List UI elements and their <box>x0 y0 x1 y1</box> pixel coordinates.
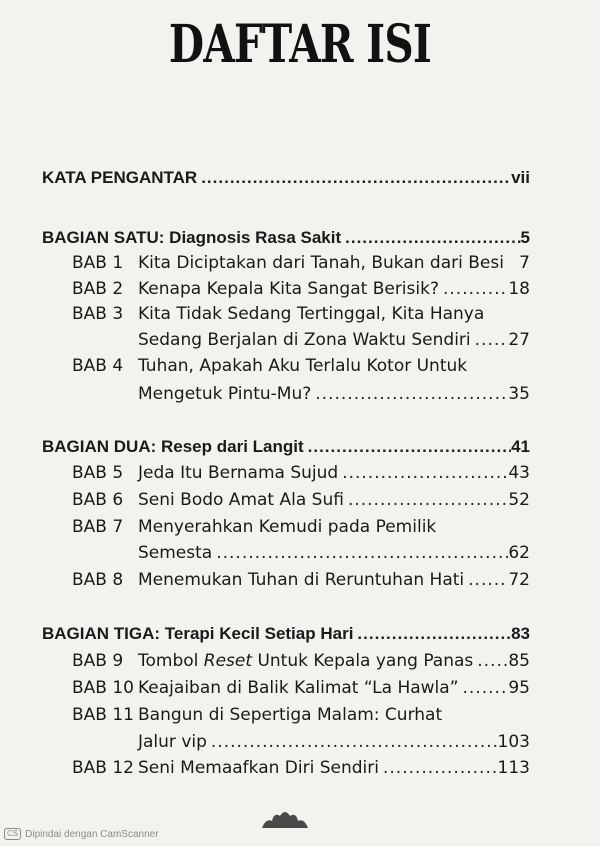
page-number: 113 <box>497 758 530 778</box>
leader-dots <box>338 463 508 483</box>
chapter-title: Jeda Itu Bernama Sujud <box>138 463 339 483</box>
chapter-number: BAB 1 <box>72 253 124 273</box>
chapter-number: BAB 3 <box>72 304 124 324</box>
leader-dots <box>344 490 508 510</box>
chapter-title-line-1: Bangun di Sepertiga Malam: Curhat <box>138 705 443 725</box>
toc-entry-bagian-dua[interactable] <box>42 437 530 457</box>
chapter-number: BAB 2 <box>72 279 124 299</box>
page-number: 35 <box>508 384 530 404</box>
chapter-number: BAB 4 <box>72 356 124 376</box>
toc-entry-bab-6[interactable] <box>72 490 530 510</box>
leader-dots <box>353 624 511 644</box>
chapter-number: BAB 8 <box>72 570 124 590</box>
entry-label: BAGIAN SATU: Diagnosis Rasa Sakit <box>42 228 342 247</box>
toc-entry-bab-2[interactable] <box>72 279 530 299</box>
entry-label: BAGIAN DUA: Resep dari Langit <box>42 437 304 456</box>
page-number: 43 <box>508 463 530 483</box>
page-number: 95 <box>508 678 530 698</box>
page-number: 52 <box>508 490 530 510</box>
chapter-title-italic: Reset <box>203 651 253 671</box>
page-number: 62 <box>508 543 530 563</box>
toc-entry-bab-4[interactable] <box>72 356 530 376</box>
chapter-number: BAB 7 <box>72 517 124 537</box>
toc-entry-bab-11[interactable] <box>72 705 530 725</box>
page-number: 41 <box>511 437 530 456</box>
leader-dots <box>197 168 511 188</box>
toc-entry-bab-12[interactable] <box>72 758 530 778</box>
toc-entry-bab-4-cont[interactable] <box>138 384 530 404</box>
leader-dots <box>311 384 508 404</box>
entry-label: BAGIAN TIGA: Terapi Kecil Setiap Hari <box>42 624 354 643</box>
chapter-title-post: Untuk Kepala yang Panas <box>252 651 474 671</box>
page-number: 18 <box>508 279 530 299</box>
toc-entry-bagian-tiga[interactable] <box>42 624 530 644</box>
toc-entry-bab-7[interactable] <box>72 517 530 537</box>
page-number: 103 <box>497 732 530 752</box>
toc-entry-bab-5[interactable] <box>72 463 530 483</box>
chapter-title-line-1: Kita Tidak Sedang Tertinggal, Kita Hanya <box>138 304 485 324</box>
leader-dots <box>212 543 508 563</box>
page-number: 85 <box>508 651 530 671</box>
toc-entry-bab-1[interactable] <box>72 253 530 273</box>
leader-dots <box>471 330 509 350</box>
leader-dots <box>473 651 508 671</box>
chapter-title: Seni Bodo Amat Ala Sufi <box>138 490 344 510</box>
camscanner-logo-icon: CS <box>4 828 21 840</box>
chapter-title-line-2: Semesta <box>138 543 213 563</box>
chapter-title-line-2: Sedang Berjalan di Zona Waktu Sendiri <box>138 330 471 350</box>
chapter-number: BAB 6 <box>72 490 124 510</box>
chapter-number: BAB 5 <box>72 463 124 483</box>
leader-dots <box>439 279 508 299</box>
scanner-text: Dipindai dengan CamScanner <box>25 828 159 840</box>
toc-entry-bab-9[interactable] <box>72 651 530 671</box>
toc-entry-bab-11-cont[interactable] <box>138 732 530 752</box>
ornament-icon <box>260 808 310 828</box>
toc-entry-bab-3-cont[interactable] <box>138 330 530 350</box>
chapter-title-pre: Tombol <box>138 651 204 671</box>
toc-entry-kata-pengantar[interactable] <box>42 168 530 188</box>
page-number: vii <box>511 168 530 187</box>
toc-entry-bagian-satu[interactable] <box>42 228 530 248</box>
chapter-title: Kita Diciptakan dari Tanah, Bukan dari Besi <box>138 253 504 273</box>
scanner-watermark <box>4 828 159 840</box>
page-title: DAFTAR ISI <box>168 14 432 75</box>
toc-entry-bab-7-cont[interactable] <box>138 543 530 563</box>
page-number: 7 <box>519 253 530 273</box>
leader-dots <box>379 758 498 778</box>
chapter-title-line-2: Mengetuk Pintu-Mu? <box>138 384 312 404</box>
toc-entry-bab-8[interactable] <box>72 570 530 590</box>
chapter-title-line-1: Tuhan, Apakah Aku Terlalu Kotor Untuk <box>138 356 468 376</box>
chapter-title: Keajaiban di Balik Kalimat “La Hawla” <box>138 678 459 698</box>
chapter-title-line-2: Jalur vip <box>138 732 207 752</box>
leader-dots <box>464 570 508 590</box>
leader-dots <box>304 437 511 457</box>
leader-dots <box>341 228 520 248</box>
page-number: 72 <box>508 570 530 590</box>
page-number: 83 <box>511 624 530 643</box>
toc-entry-bab-10[interactable] <box>72 678 530 698</box>
chapter-title: Kenapa Kepala Kita Sangat Berisik? <box>138 279 439 299</box>
chapter-number: BAB 11 <box>72 705 134 725</box>
leader-dots <box>207 732 498 752</box>
page-number: 5 <box>520 228 530 247</box>
chapter-title: Menemukan Tuhan di Reruntuhan Hati <box>138 570 465 590</box>
chapter-number: BAB 9 <box>72 651 124 671</box>
chapter-title: Seni Memaafkan Diri Sendiri <box>138 758 379 778</box>
page-number: 27 <box>508 330 530 350</box>
toc-entry-bab-3[interactable] <box>72 304 530 324</box>
chapter-number: BAB 10 <box>72 678 134 698</box>
chapter-number: BAB 12 <box>72 758 134 778</box>
entry-label: KATA PENGANTAR <box>42 168 198 187</box>
chapter-title-line-1: Menyerahkan Kemudi pada Pemilik <box>138 517 437 537</box>
leader-dots <box>459 678 509 698</box>
